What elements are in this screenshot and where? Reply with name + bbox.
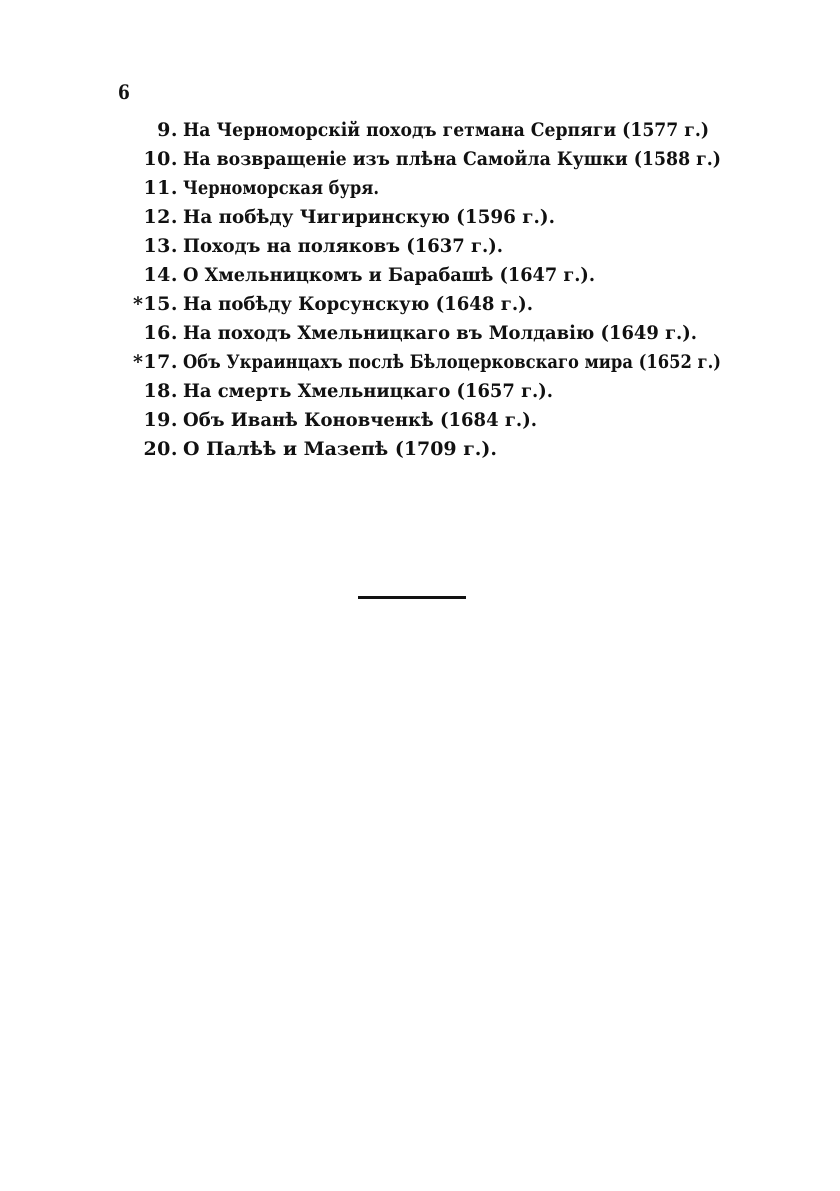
toc-entry-title: На Черноморскій походъ гетмана Серпяги (1577 г.): [183, 119, 709, 141]
toc-entry-15: [0, 290, 840, 319]
toc-entry-title: О Хмельницкомъ и Барабашѣ (1647 г.).: [183, 264, 595, 286]
toc-entry-number: 14.: [143, 264, 178, 286]
toc-entry-number: 13.: [143, 235, 178, 257]
toc-entry-title: Объ Иванѣ Коновченкѣ (1684 г.).: [183, 409, 537, 431]
toc-entry-title: На побѣду Чигиринскую (1596 г.).: [183, 206, 555, 228]
toc-entry-title: О Палѣѣ и Мазепѣ (1709 г.).: [183, 438, 497, 460]
toc-entry-number: *15.: [133, 293, 178, 315]
toc-entry-14: [0, 261, 840, 290]
toc-entry-number: 12.: [143, 206, 178, 228]
toc-entry-title: Походъ на поляковъ (1637 г.).: [183, 235, 503, 257]
toc-entry-title: На возвращеніе изъ плѣна Самойла Кушки (1588 г.): [183, 148, 721, 170]
toc-entry-title: Черноморская буря.: [183, 177, 379, 199]
toc-entry-number: 16.: [143, 322, 178, 344]
page-number: 6: [118, 80, 130, 104]
toc-entry-9: [0, 116, 840, 145]
toc-entry-13: [0, 232, 840, 261]
toc-entry-number: 20.: [143, 438, 178, 460]
toc-entry-12: [0, 203, 840, 232]
toc-entry-number: 18.: [143, 380, 178, 402]
toc-entry-20: [0, 435, 840, 464]
toc-entry-number: 10.: [143, 148, 178, 170]
toc-entry-number: 19.: [143, 409, 178, 431]
section-divider-rule: [358, 596, 466, 599]
table-of-contents: [0, 116, 840, 464]
toc-entry-number: *17.: [133, 351, 178, 373]
toc-entry-title: На побѣду Корсунскую (1648 г.).: [183, 293, 533, 315]
toc-entry-17: [0, 348, 840, 377]
toc-entry-18: [0, 377, 840, 406]
toc-entry-number: 9.: [157, 119, 178, 141]
toc-entry-title: На походъ Хмельницкаго въ Молдавію (1649 г.).: [183, 322, 697, 344]
toc-entry-number: 11.: [143, 177, 178, 199]
toc-entry-10: [0, 145, 840, 174]
toc-entry-16: [0, 319, 840, 348]
toc-entry-title: На смерть Хмельницкаго (1657 г.).: [183, 380, 553, 402]
toc-entry-11: [0, 174, 840, 203]
toc-entry-19: [0, 406, 840, 435]
toc-entry-title: Объ Украинцахъ послѣ Бѣлоцерковскаго мира (1652 г.): [183, 351, 721, 373]
